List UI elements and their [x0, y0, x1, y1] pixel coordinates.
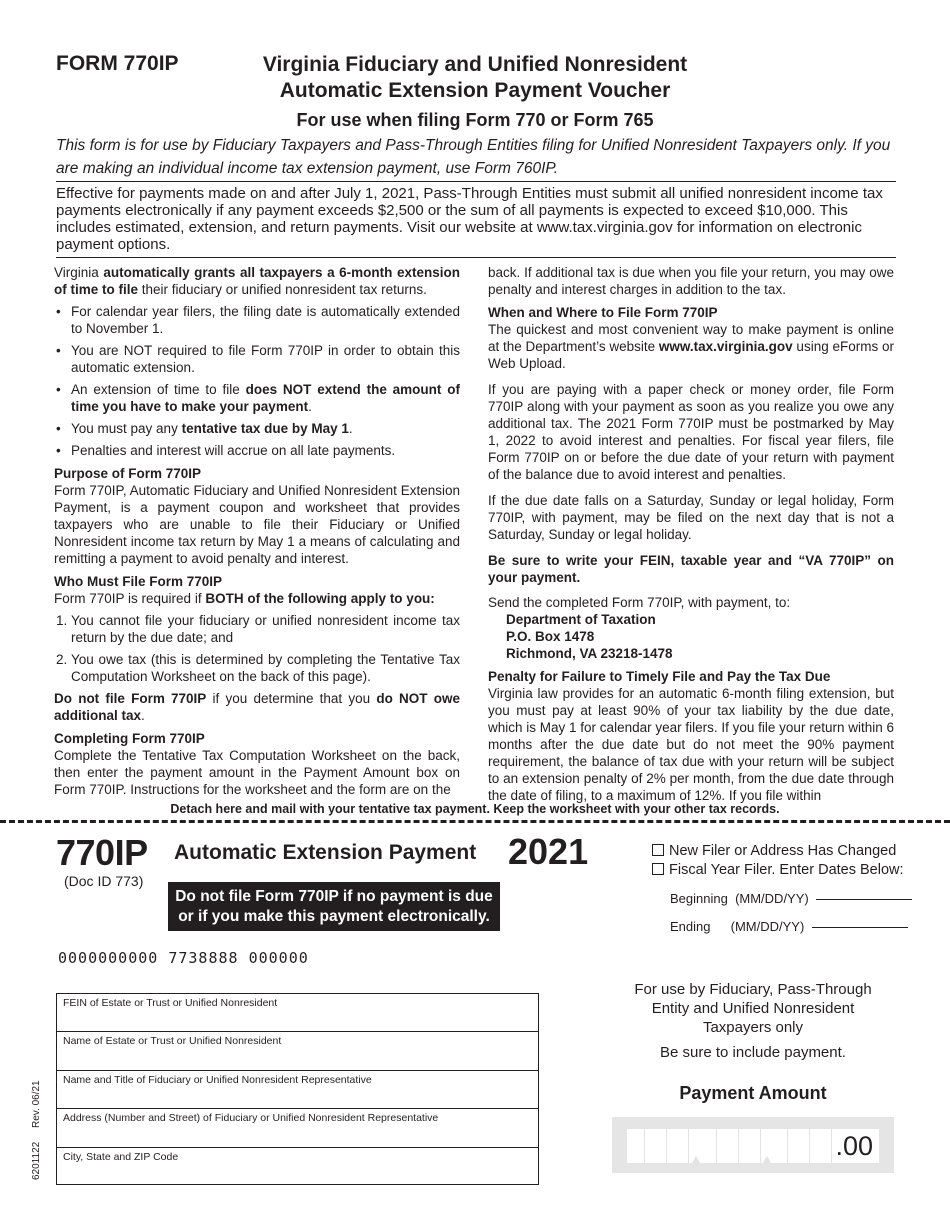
penalty-heading: Penalty for Failure to Timely File and Pay the Tax Due — [488, 669, 831, 684]
divider-top — [56, 181, 896, 182]
taxpayer-info-box — [56, 993, 539, 1185]
form-title — [200, 52, 750, 104]
completing-heading: Completing Form 770IP — [54, 731, 205, 746]
penalty-text: Virginia law provides for an automatic 6-month filing extension, but you must pay at least 90% of your tax liability by the due date, which is May 1 for calendar year filers. If you file your return within 6 months after the due date but do not meet the 90% payment requirement, the balance of tax due with your return will be subject to an extension penalty of 2% per month, from the due date through the date of filing, to a maximum of 12%. If you file within — [488, 686, 894, 803]
beginning-date-field[interactable] — [816, 899, 912, 900]
paper-payment-text: If you are paying with a paper check or money order, file Form 770IP along with your payment as soon as you realize you owe any additional tax. The 2021 Form 770IP must be postmarked by May 1, 2022 to avoid interest and penalties. For fiscal year filers, file Form 770IP on or before the due date of your return with payment of the balance due to avoid interest and penalties. — [488, 382, 894, 482]
mailing-address: Department of Taxation P.O. Box 1478 Richmond, VA 23218-1478 — [506, 612, 673, 661]
city-state-zip-label: City, State and ZIP Code — [63, 1150, 179, 1163]
fiscal-year-checkbox-row[interactable] — [652, 862, 904, 878]
when-where-text: The quickest and most convenient way to make payment is online at the Department’s website www.tax.virginia.gov using eForms or Web Upload. — [488, 322, 894, 371]
fein-label: FEIN of Estate or Trust or Unified Nonresident — [63, 997, 278, 1009]
beginning-label: Beginning — [670, 891, 728, 906]
list-item: 1. You cannot file your fiduciary or unified nonresident income tax return by the due date; and — [56, 613, 460, 645]
instructions-right-column — [488, 264, 894, 809]
address-field[interactable] — [57, 1109, 538, 1147]
use-note: For use by Fiduciary, Pass-Through Entity and Unified Nonresident Taxpayers only — [634, 981, 872, 1036]
city-state-zip-field[interactable] — [57, 1148, 538, 1186]
when-where-heading: When and Where to File Form 770IP — [488, 305, 718, 320]
revision-date: Rev. 06/21 — [31, 1080, 42, 1128]
beginning-format: (MM/DD/YY) — [735, 891, 809, 906]
doc-id: (Doc ID 773) — [64, 873, 144, 889]
be-sure-text: Be sure to write your FEIN, taxable year and “VA 770IP” on your payment. — [488, 553, 894, 585]
fein-field[interactable] — [57, 994, 538, 1032]
form-title-line1: Virginia Fiduciary and Unified Nonresident — [262, 53, 688, 76]
no-payment-warning: Do not file Form 770IP if no payment is due or if you make this payment electronically. — [168, 882, 500, 931]
fiscal-year-label: Fiscal Year Filer. Enter Dates Below: — [669, 862, 904, 878]
include-payment-note: Be sure to include payment. — [660, 1044, 846, 1061]
beginning-date-row — [670, 891, 912, 906]
ending-date-field[interactable] — [812, 927, 908, 928]
holiday-text: If the due date falls on a Saturday, Sunday or legal holiday, Form 770IP, with payment, may be filed on the next day that is not a Saturday, Sunday or legal holiday. — [488, 493, 894, 542]
scan-line-code: 0000000000 7738888 000000 — [58, 949, 309, 967]
extension-bullets — [54, 303, 460, 459]
payment-cents: .00 — [835, 1131, 873, 1161]
fiscal-year-checkbox[interactable] — [652, 863, 664, 875]
list-item: • You are NOT required to file Form 770IP in order to obtain this automatic extension. — [56, 343, 460, 375]
voucher-title: Automatic Extension Payment — [174, 841, 477, 864]
form-title-line2: Automatic Extension Payment Voucher — [279, 79, 671, 102]
who-must-file-text: Form 770IP is required if BOTH of the following apply to you: — [54, 591, 435, 606]
list-item: • For calendar year filers, the filing date is automatically extended to November 1. — [56, 304, 460, 336]
list-item: 2. You owe tax (this is determined by completing the Tentative Tax Computation Worksheet on the back of this page). — [56, 652, 460, 684]
form-subtitle: For use when filing Form 770 or Form 765 — [296, 110, 654, 130]
detach-instruction: Detach here and mail with your tentative tax payment. Keep the worksheet with your other tax records. — [170, 802, 780, 816]
form-label: FORM 770IP — [56, 52, 179, 75]
payment-amount-input[interactable] — [627, 1129, 879, 1163]
electronic-payment-notice: Effective for payments made on and after July 1, 2021, Pass-Through Entities must submit all unified nonresident income tax payments electronically if any payment exceeds $2,500 or the sum of all payments is expected to exceed $10,000. This includes estimated, extension, and return payments. Visit our website at www.tax.virginia.gov for information on electronic payment options. — [56, 185, 883, 253]
auto-grant-paragraph: Virginia automatically grants all taxpayers a 6-month extension of time to file their fiduciary or unified nonresident tax returns. — [54, 265, 460, 297]
list-item: • You must pay any tentative tax due by May 1. — [56, 421, 353, 436]
continued-text: back. If additional tax is due when you file your return, you may owe penalty and interest charges in addition to the tax. — [488, 265, 894, 297]
fiduciary-name-field[interactable] — [57, 1071, 538, 1109]
who-must-file-heading: Who Must File Form 770IP — [54, 574, 223, 589]
purpose-text: Form 770IP, Automatic Fiduciary and Unified Nonresident Extension Payment, is a payment coupon and worksheet that provides taxpayers who are unable to file their Fiduciary or Unified Nonresident income tax return by May 1 a means of calculating and remitting a payment to avoid penalty and interest. — [54, 483, 460, 566]
instructions-left-column — [54, 264, 460, 803]
address-label: Address (Number and Street) of Fiduciary or Unified Nonresident Representative — [63, 1112, 439, 1125]
new-filer-checkbox-row[interactable] — [652, 843, 896, 859]
ending-date-row — [670, 919, 908, 934]
purpose-heading: Purpose of Form 770IP — [54, 466, 202, 481]
list-item: • Penalties and interest will accrue on all late payments. — [56, 443, 396, 458]
divider-notice — [56, 257, 896, 258]
completing-text: Complete the Tentative Tax Computation Worksheet on the back, then enter the payment amount in the Payment Amount box on Form 770IP. Instructions for the worksheet and the form are on the — [54, 748, 460, 797]
tax-year: 2021 — [508, 831, 589, 872]
detach-dashed-line — [0, 820, 950, 823]
list-item: • An extension of time to file does NOT extend the amount of time you have to make your payment. — [56, 382, 460, 414]
estate-name-field[interactable] — [57, 1032, 538, 1070]
fiduciary-name-label: Name and Title of Fiduciary or Unified Nonresident Representative — [63, 1073, 372, 1086]
estate-name-label: Name of Estate or Trust or Unified Nonresident — [63, 1035, 282, 1048]
form-code: 6201122 — [31, 1141, 42, 1180]
do-not-file-text: Do not file Form 770IP if you determine that you do NOT owe additional tax. — [54, 691, 461, 723]
requirements-list — [54, 612, 460, 685]
payment-amount-label: Payment Amount — [679, 1083, 827, 1103]
new-filer-checkbox[interactable] — [652, 844, 664, 856]
send-to-text: Send the completed Form 770IP, with payment, to: — [488, 595, 791, 610]
new-filer-label: New Filer or Address Has Changed — [669, 843, 897, 859]
intro-text: This form is for use by Fiduciary Taxpayers and Pass-Through Entities filing for Unified Nonresident Taxpayers only. If you are making an individual income tax extension payment, use Form 760IP. — [56, 137, 891, 177]
ending-format: (MM/DD/YY) — [730, 919, 805, 934]
ending-label: Ending — [670, 919, 711, 934]
voucher-form-number: 770IP — [56, 832, 148, 873]
